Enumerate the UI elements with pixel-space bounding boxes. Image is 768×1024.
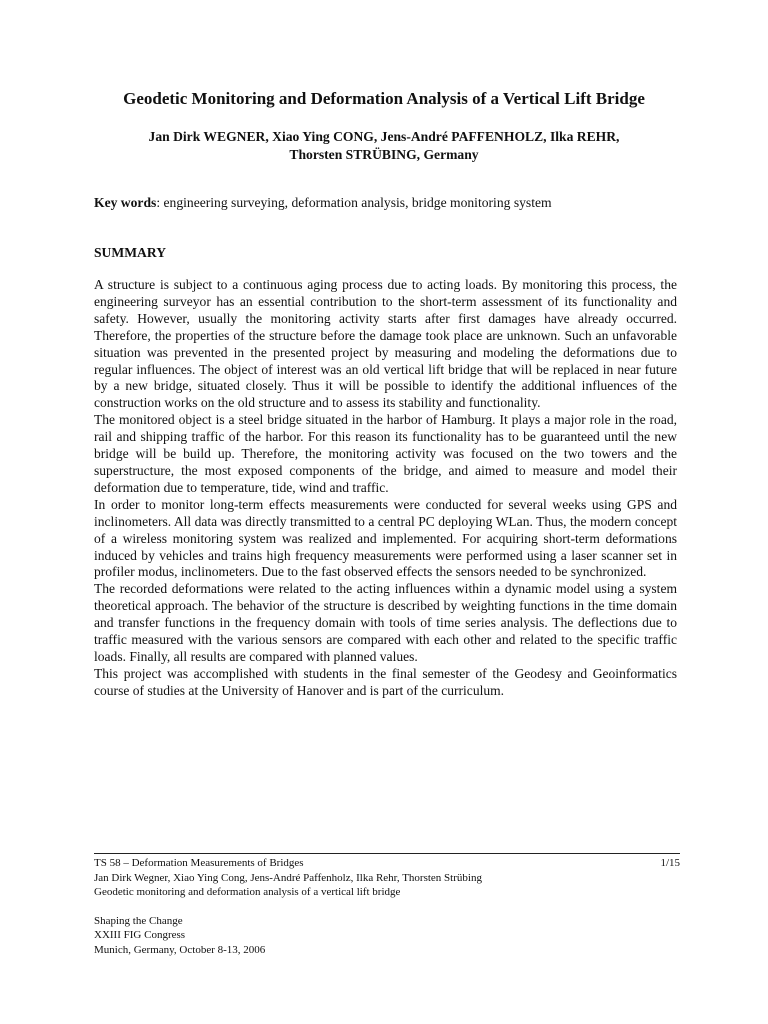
page-footer	[94, 856, 680, 957]
footer-session-row	[94, 856, 680, 871]
summary-heading: SUMMARY	[94, 245, 167, 260]
keywords-label: Key words	[94, 195, 157, 210]
footer-congress: XXIII FIG Congress	[94, 929, 186, 941]
footer-venue: Munich, Germany, October 8-13, 2006	[94, 943, 266, 956]
summary-body	[94, 277, 677, 700]
footer-divider	[94, 853, 680, 854]
footer-short-title: Geodetic monitoring and deformation analysis of a vertical lift bridge	[94, 886, 401, 898]
summary-paragraph-2: The monitored object is a steel bridge situated in the harbor of Hamburg. It plays a major role in the road, rail and shipping traffic of the harbor. For this reason its functionality has to be guaranteed until the new bridge will be build up. Therefore, the monitoring activity was focused on the two towers and the superstructure, the most exposed components of the bridge, and aimed to measure and model their deformation due to temperature, tide, wind and traffic.	[94, 412, 677, 495]
keywords	[94, 194, 708, 211]
summary-paragraph-1: A structure is subject to a continuous aging process due to acting loads. By monitoring this process, the engineering surveyor has an essential contribution to the short-term assessment of its functionality and safety. However, usually the monitoring activity starts after first damages have already occurred. Therefore, the properties of the structure before the damage took place are unknown. Such an unfavorable situation was prevented in the presented project by measuring and modeling the deformations due to regular influences. The object of interest was an old vertical lift bridge that will be replaced in near future by a new bridge, situated closely. Thus it will be possible to identify the additional influences of the construction works on the old structure and to assess its stability and functionality.	[94, 277, 677, 411]
author-line-1: Jan Dirk WEGNER, Xiao Ying CONG, Jens-André PAFFENHOLZ, Ilka REHR,	[148, 129, 620, 144]
keywords-text: : engineering surveying, deformation analysis, bridge monitoring system	[156, 195, 552, 210]
footer-authors: Jan Dirk Wegner, Xiao Ying Cong, Jens-André Paffenholz, Ilka Rehr, Thorsten Strübing	[94, 871, 482, 884]
paper-title: Geodetic Monitoring and Deformation Analysis of a Vertical Lift Bridge	[123, 89, 645, 108]
footer-motto: Shaping the Change	[94, 914, 183, 927]
summary-paragraph-5: This project was accomplished with students in the final semester of the Geodesy and Geoinformatics course of studies at the University of Hanover and is part of the curriculum.	[94, 665, 677, 698]
summary-paragraph-3: In order to monitor long-term effects measurements were conducted for several weeks using GPS and inclinometers. All data was directly transmitted to a central PC deploying WLan. Thus, the modern concept of a wireless monitoring system was realized and implemented. For acquiring short-term deformations induced by vehicles and trains high frequency measurements were performed using a laser scanner set in profiler modus, inclinometers. Due to the fast observed effects the sensors needed to be synchronized.	[94, 496, 677, 580]
footer-spacer	[94, 900, 680, 914]
author-line-2: Thorsten STRÜBING, Germany	[289, 147, 479, 162]
page-number: 1/15	[660, 857, 680, 869]
footer-session: TS 58 – Deformation Measurements of Bridges	[94, 857, 304, 869]
author-list	[60, 128, 708, 164]
summary-paragraph-4: The recorded deformations were related to the acting influences within a dynamic model using a system theoretical approach. The behavior of the structure is described by weighting functions in the time domain and transfer functions in the frequency domain with tools of time series analysis. The deflections due to traffic measured with the various sensors are compared with each other and related to the specific traffic loads. Finally, all results are compared with planned values.	[94, 581, 677, 664]
